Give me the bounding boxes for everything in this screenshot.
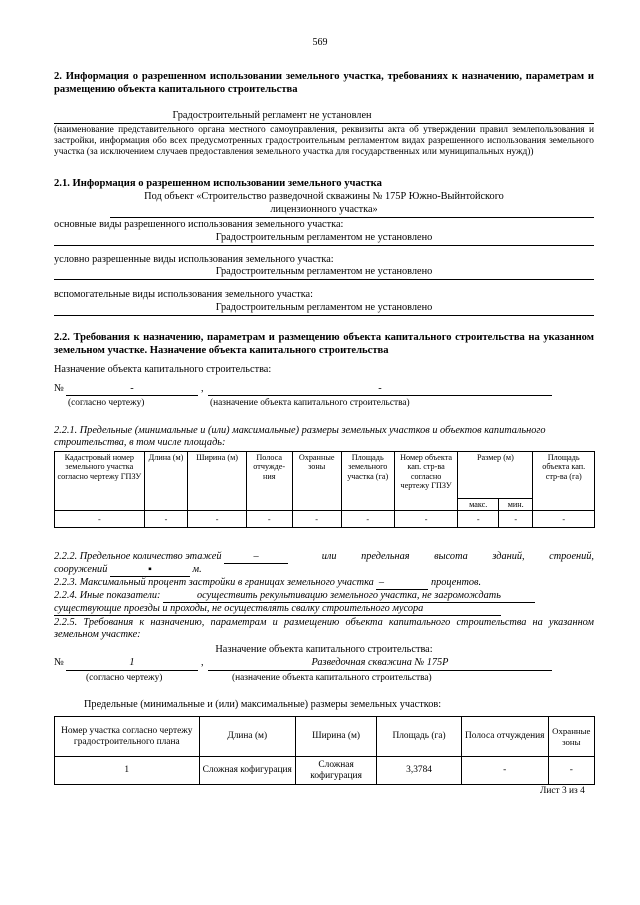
t2-cell: 1 — [55, 757, 200, 785]
item-222-cont: сооружений ▪ м. — [54, 564, 202, 575]
table2-caption: Предельные (минимальные и (или) максимальные) размеры земельных участков: — [84, 699, 442, 710]
cell: - — [394, 511, 458, 528]
th-width: Ширина (м) — [188, 452, 246, 511]
item-221: 2.2.1. Предельные (минимальные и (или) максимальные) размеры земельных участков и объектов капитального строительства, в том числе площадь: — [54, 425, 546, 448]
item-224-cont: существующие проезды и проходы, не осуществлять свалку строительного мусора — [54, 603, 501, 616]
purpose-label: Назначение объекта капитального строительства: — [54, 364, 272, 375]
purpose-label-2: Назначение объекта капитального строительства: — [215, 644, 433, 655]
no-sign-2: № — [54, 657, 64, 668]
cell: - — [144, 511, 188, 528]
t2-cell: Сложная кофигурация — [199, 757, 295, 785]
cell: - — [55, 511, 145, 528]
section-2-heading: 2. Информация о разрешенном использовании земельного участка, требованиях к назначению, параметрам и размещению объекта капитального строительства — [54, 71, 594, 95]
comma-2: , — [201, 657, 204, 668]
t2-header: Длина (м) — [199, 717, 295, 757]
t2-header: Полоса отчуждения — [461, 717, 548, 757]
th-area: Площадь земельного участка (га) — [341, 452, 394, 511]
th-min: мин. — [499, 499, 533, 511]
purpose-value: - — [378, 383, 382, 394]
t2-cell: Сложная кофигурация — [295, 757, 376, 785]
th-length: Длина (м) — [144, 452, 188, 511]
main-uses-value: Градостроительным регламентом не установлено — [215, 232, 433, 243]
caption-purpose-2: (назначение объекта капитального строительства) — [232, 673, 432, 683]
object-line-2: лицензионного участка» — [270, 204, 378, 215]
th-max: макс. — [458, 499, 499, 511]
no-sign: № — [54, 383, 64, 394]
purpose-value-2: Разведочная скважина № 175Р — [311, 657, 449, 668]
caption-purpose: (назначение объекта капитального строительства) — [210, 398, 410, 408]
t2-header: Площадь (га) — [377, 717, 462, 757]
th-object-area: Площадь объекта кап. стр-ва (га) — [533, 452, 595, 511]
th-strip: Полоса отчужде-ния — [246, 452, 292, 511]
th-size: Размер (м) — [458, 452, 533, 499]
cell: - — [246, 511, 292, 528]
item-223: 2.2.3. Максимальный процент застройки в границах земельного участка – процентов. — [54, 577, 482, 588]
t2-cell: 3,3784 — [377, 757, 462, 785]
page-number: 569 — [312, 37, 328, 48]
t2-cell: - — [548, 757, 594, 785]
plots-table — [54, 716, 595, 785]
main-uses-label: основные виды разрешенного использования земельного участка: — [54, 219, 344, 230]
th-cadastral: Кадастровый номер земельного участка согласно чертежу ГПЗУ — [55, 452, 145, 511]
aux-uses-value: Градостроительным регламентом не установлено — [215, 302, 433, 313]
item-225: 2.2.5. Требования к назначению, параметрам и размещению объекта капитального строительства на указанном земельном участке: — [54, 617, 594, 640]
t2-header: Ширина (м) — [295, 717, 376, 757]
conditional-uses-value: Градостроительным регламентом не установлено — [215, 266, 433, 277]
cell: - — [499, 511, 533, 528]
regulation-note: (наименование представительного органа местного самоуправления, реквизиты акта об утверждении правил землепользования и застройки, информация обо всех предусмотренных градостроительным регламентом видах разрешенного использования земельного участка (за исключением случаев предоставления земельного участка для государственных или муниципальных нужд)) — [54, 125, 594, 157]
comma: , — [201, 383, 204, 394]
caption-drawing: (согласно чертежу) — [68, 398, 145, 408]
regulation-value: Градостроительный регламент не установлен — [172, 110, 372, 121]
drawing-number-value: - — [130, 383, 134, 394]
object-line-1: Под объект «Строительство разведочной скважины № 175Р Южно-Выйнтойского — [144, 191, 504, 202]
caption-drawing-2: (согласно чертежу) — [86, 673, 163, 683]
cell: - — [341, 511, 394, 528]
limits-table — [54, 451, 595, 528]
aux-uses-label: вспомогательные виды использования земельного участка: — [54, 289, 313, 300]
th-protected: Охранные зоны — [292, 452, 341, 511]
sheet-footer: Лист 3 из 4 — [540, 786, 585, 796]
drawing-number-value-2: 1 — [129, 657, 135, 668]
th-object-number: Номер объекта кап. стр-ва согласно чертежу ГПЗУ — [394, 452, 458, 511]
item-222: 2.2.2. Предельное количество этажей – или предельная высота зданий, строений, — [54, 551, 594, 562]
cell: - — [533, 511, 595, 528]
t2-header: Охранные зоны — [548, 717, 594, 757]
t2-header: Номер участка согласно чертежу градостроительного плана — [55, 717, 200, 757]
t2-cell: - — [461, 757, 548, 785]
conditional-uses-label: условно разрешенные виды использования земельного участка: — [54, 254, 334, 265]
cell: - — [292, 511, 341, 528]
cell: - — [188, 511, 246, 528]
cell: - — [458, 511, 499, 528]
section-21-heading: 2.1. Информация о разрешенном использовании земельного участка — [54, 178, 382, 189]
item-224: 2.2.4. Иные показатели: осуществить рекультивацию земельного участка, не загромождать — [54, 590, 535, 603]
section-22-heading: 2.2. Требования к назначению, параметрам и размещению объекта капитального строительства на указанном земельном участке. Назначение объекта капитального строительства — [54, 332, 594, 356]
